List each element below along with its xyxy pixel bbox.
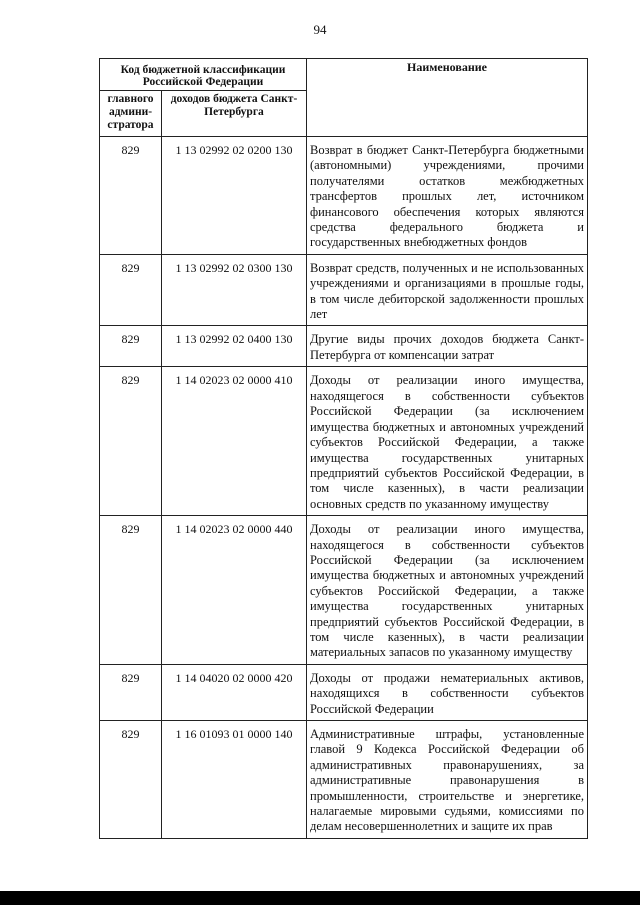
admin-code-cell: 829 [100, 367, 162, 516]
header-admin: главного админи-стратора [100, 91, 162, 137]
table-body [100, 137, 588, 839]
page-number: 94 [313, 22, 327, 37]
table-row [100, 516, 588, 665]
name-cell: Административные штрафы, установленные главой 9 Кодекса Российской Федерации об административных правонарушениях, за административные правонарушения в промышленности, строительстве и энергетике, налагаемые мировыми судьями, комиссиями по делам несовершеннолетних и защите их прав [307, 721, 588, 839]
table-header [100, 59, 588, 137]
table-row [100, 664, 588, 720]
income-code-cell: 1 13 02992 02 0400 130 [162, 326, 307, 367]
header-name: Наименование [307, 59, 588, 137]
admin-code-cell: 829 [100, 516, 162, 665]
income-code-cell: 1 13 02992 02 0300 130 [162, 254, 307, 326]
name-cell: Возврат в бюджет Санкт-Петербурга бюджетными (автономными) учреждениями, прочими получателями остатков межбюджетных трансфертов прошлых лет, источником финансового обеспечения которых являются средства федерального бюджета и государственных внебюджетных фондов [307, 137, 588, 255]
name-cell: Доходы от продажи нематериальных активов, находящихся в собственности субъектов Российской Федерации [307, 664, 588, 720]
table-row [100, 137, 588, 255]
table-row [100, 254, 588, 326]
income-code-cell: 1 14 02023 02 0000 410 [162, 367, 307, 516]
name-cell: Доходы от реализации иного имущества, находящегося в собственности субъектов Российской Федерации (за исключением имущества бюджетных и автономных учреждений субъектов Российской Федерации, а также имущества государственных унитарных предприятий субъектов Российской Федерации, в том числе казенных), в части реализации основных средств по указанному имуществу [307, 367, 588, 516]
name-cell: Доходы от реализации иного имущества, находящегося в собственности субъектов Российской Федерации (за исключением имущества бюджетных и автономных учреждений субъектов Российской Федерации, а также имущества государственных унитарных предприятий субъектов Российской Федерации, в том числе казенных), в части реализации материальных запасов по указанному имуществу [307, 516, 588, 665]
admin-code-cell: 829 [100, 326, 162, 367]
scan-bottom-edge [0, 891, 640, 905]
header-income: доходов бюджета Санкт-Петербурга [162, 91, 307, 137]
income-code-cell: 1 14 02023 02 0000 440 [162, 516, 307, 665]
income-code-cell: 1 13 02992 02 0200 130 [162, 137, 307, 255]
header-budget-code-group: Код бюджетной классификации Российской Федерации [100, 59, 307, 91]
admin-code-cell: 829 [100, 664, 162, 720]
budget-classification-table [99, 58, 588, 839]
table-row [100, 326, 588, 367]
name-cell: Другие виды прочих доходов бюджета Санкт-Петербурга от компенсации затрат [307, 326, 588, 367]
admin-code-cell: 829 [100, 137, 162, 255]
income-code-cell: 1 14 04020 02 0000 420 [162, 664, 307, 720]
admin-code-cell: 829 [100, 254, 162, 326]
income-code-cell: 1 16 01093 01 0000 140 [162, 721, 307, 839]
admin-code-cell: 829 [100, 721, 162, 839]
table-row [100, 721, 588, 839]
table-row [100, 367, 588, 516]
name-cell: Возврат средств, полученных и не использованных учреждениями и организациями в прошлые годы, в том числе дебиторской задолженности прошлых лет [307, 254, 588, 326]
